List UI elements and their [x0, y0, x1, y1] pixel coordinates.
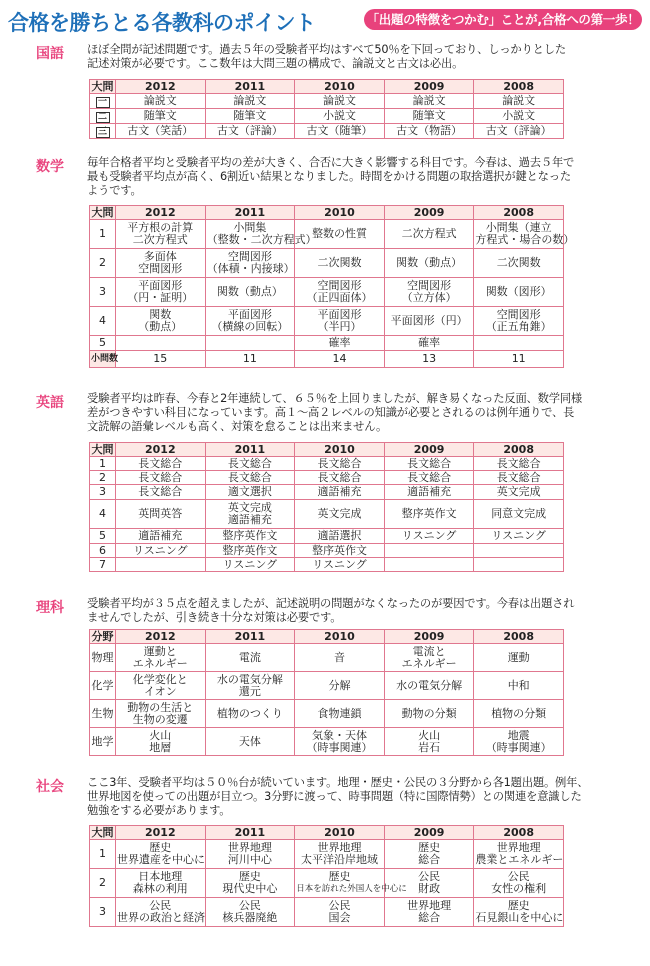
- table-cell: 小問集 （整数・二次方程式）: [205, 220, 295, 249]
- table-cell: 世界地理 河川中心: [205, 840, 295, 869]
- table-cell: 空間図形 （正四面体）: [295, 278, 385, 307]
- kokugo-label: 国語: [36, 46, 64, 62]
- table-cell: 運動と エネルギー: [116, 644, 206, 672]
- table-cell: 歴史 現代史中心: [205, 869, 295, 898]
- table-row: 生物 動物の生活と 生物の変遷 植物のつくり 食物連鎖 動物の分類 植物の分類: [90, 700, 564, 728]
- shakai-table: 大問 2012 2011 2010 2009 2008 1 歴史 世界遺産を中心に 世界地理 河川中心 世界地理 太平洋沿岸地域 歴史 総合 世界地理 農業とエネルギー 2 日本地理 森林の利用 歴史 現代史中心 歴史 日本を訪れた外国人を中心に 公民 財政 公民 女性の権利 3 公民 世界の政治と経済 公民 核兵器廃絶 公民 国会 世界地理 総合 歴史 石見銀山を中心に: [89, 825, 564, 927]
- table-row: 2 多面体 空間図形 空間図形 （体積・内接球） 二次関数 関数（動点） 二次関数: [90, 249, 564, 278]
- table-cell: 関数（図形）: [474, 278, 564, 307]
- table-cell: 公民 国会: [295, 898, 385, 927]
- table-row: 5 適語補充 整序英作文 適語選択 リスニング リスニング: [90, 529, 564, 544]
- table-cell: 長文総合: [474, 457, 564, 471]
- table-cell: 中和: [474, 672, 564, 700]
- eigo-table: 大問 2012 2011 2010 2009 2008 1 長文総合 長文総合 長文総合 長文総合 長文総合 2 長文総合 長文総合 長文総合 長文総合 長文総合 3 長文総合 適文選択 適語補充 適語補充 英文完成 4 英問英答 英文完成 適語補充 英文完成 整序英作文 同意文完成 5 適語補充 整序英作文 適語選択 リスニング リスニング 6 リスニング 整序英作文 整序英作文 7 リスニング リスニング: [89, 442, 564, 572]
- table-cell: [116, 336, 206, 351]
- table-cell: 動物の分類: [384, 700, 474, 728]
- table-cell: 植物のつくり: [205, 700, 295, 728]
- table-cell: 公民 女性の権利: [474, 869, 564, 898]
- table-cell: 空間図形 （正五角錐）: [474, 307, 564, 336]
- table-cell: [474, 544, 564, 558]
- rika-table: 分野 2012 2011 2010 2009 2008 物理 運動と エネルギー 電流 音 電流と エネルギー 運動 化学 化学変化と イオン 水の電気分解 還元 分解 水の電気分解 中和 生物 動物の生活と 生物の変遷 植物のつくり 食物連鎖 動物の分類 植物の分類 地学 火山 地層 天体 気象・天体 （時事関連） 火山 岩石 地震 （時事関連）: [89, 629, 564, 756]
- table-cell: 長文総合: [384, 457, 474, 471]
- kokugo-description: ほぼ全問が記述問題です。過去５年の受験者平均はすべて50％を下回っており、しっかりとした 記述対策が必要です。ここ数年は大問三題の構成で、論説文と古文は必出。: [87, 43, 566, 70]
- table-cell: 地震 （時事関連）: [474, 728, 564, 756]
- table-cell: リスニング: [384, 529, 474, 544]
- table-cell: 英文完成 適語補充: [205, 500, 295, 529]
- table-cell: 空間図形 （体積・内接球）: [205, 249, 295, 278]
- table-cell: 植物の分類: [474, 700, 564, 728]
- table-cell: 公民 核兵器廃絶: [205, 898, 295, 927]
- table-cell: 整序英作文: [295, 544, 385, 558]
- table-cell: 適語選択: [295, 529, 385, 544]
- table-cell: [116, 558, 206, 572]
- table-cell: 水の電気分解 還元: [205, 672, 295, 700]
- table-cell: 長文総合: [205, 457, 295, 471]
- table-cell: 天体: [205, 728, 295, 756]
- table-cell: 平方根の計算 二次方程式: [116, 220, 206, 249]
- table-cell: [384, 558, 474, 572]
- table-row: 三 古文（笑話） 古文（評論） 古文（随筆） 古文（物語） 古文（評論）: [90, 124, 564, 139]
- table-head: 大問: [91, 79, 114, 93]
- table-cell: 気象・天体 （時事関連）: [295, 728, 385, 756]
- table-cell: 二次関数: [474, 249, 564, 278]
- table-cell: 英文完成: [474, 485, 564, 500]
- table-cell: [474, 336, 564, 351]
- eigo-label: 英語: [36, 395, 64, 411]
- table-cell: 長文総合: [384, 471, 474, 485]
- table-cell: 電流と エネルギー: [384, 644, 474, 672]
- table-cell: 整序英作文: [205, 529, 295, 544]
- table-cell: 二次関数: [295, 249, 385, 278]
- table-cell: 小問集（連立 方程式・場合の数）: [474, 220, 564, 249]
- table-row: 3 平面図形 （円・証明） 関数（動点） 空間図形 （正四面体） 空間図形 （立方体） 関数（図形）: [90, 278, 564, 307]
- table-cell: 分解: [295, 672, 385, 700]
- table-cell: 動物の生活と 生物の変遷: [116, 700, 206, 728]
- table-cell: 長文総合: [474, 471, 564, 485]
- table-cell: 食物連鎖: [295, 700, 385, 728]
- table-cell: 二次方程式: [384, 220, 474, 249]
- table-cell: 整序英作文: [384, 500, 474, 529]
- rika-label: 理科: [36, 600, 64, 616]
- table-row: 3 公民 世界の政治と経済 公民 核兵器廃絶 公民 国会 世界地理 総合 歴史 石見銀山を中心に: [90, 898, 564, 927]
- table-cell: 長文総合: [116, 471, 206, 485]
- table-cell: 同意文完成: [474, 500, 564, 529]
- table-row: 1 平方根の計算 二次方程式 小問集 （整数・二次方程式） 整数の性質 二次方程式 小問集（連立 方程式・場合の数）: [90, 220, 564, 249]
- table-cell: 確率: [295, 336, 385, 351]
- table-row: 1 長文総合 長文総合 長文総合 長文総合 長文総合: [90, 457, 564, 471]
- table-cell: 平面図形（円）: [384, 307, 474, 336]
- table-cell: 空間図形 （立方体）: [384, 278, 474, 307]
- table-cell: 長文総合: [116, 485, 206, 500]
- table-row: 地学 火山 地層 天体 気象・天体 （時事関連） 火山 岩石 地震 （時事関連）: [90, 728, 564, 756]
- table-row: 物理 運動と エネルギー 電流 音 電流と エネルギー 運動: [90, 644, 564, 672]
- table-cell: 水の電気分解: [384, 672, 474, 700]
- count-row: 小問数 15 11 14 13 11: [90, 351, 564, 368]
- table-cell: 確率: [384, 336, 474, 351]
- table-cell: 歴史 総合: [384, 840, 474, 869]
- table-cell: リスニング: [205, 558, 295, 572]
- table-row: 3 長文総合 適文選択 適語補充 適語補充 英文完成: [90, 485, 564, 500]
- table-cell: 公民 財政: [384, 869, 474, 898]
- table-cell: 多面体 空間図形: [116, 249, 206, 278]
- rika-description: 受験者平均が３５点を超えましたが、記述説明の問題がなくなったのが要因です。今春は出題され ませんでしたが、引き続き十分な対策は必要です。: [87, 597, 575, 624]
- table-cell: [205, 336, 295, 351]
- table-cell: 適語補充: [116, 529, 206, 544]
- table-cell: 英問英答: [116, 500, 206, 529]
- table-row: 2 日本地理 森林の利用 歴史 現代史中心 歴史 日本を訪れた外国人を中心に 公民 財政 公民 女性の権利: [90, 869, 564, 898]
- table-cell: 歴史 日本を訪れた外国人を中心に: [295, 869, 385, 898]
- table-cell: [384, 544, 474, 558]
- kokugo-table: 大問 2012 2011 2010 2009 2008 一 論説文 論説文 論説文 論説文 論説文 二 随筆文 随筆文 小説文 随筆文 小説文 三 古文（笑話） 古文（評論） 古文（随筆） 古文（物語） 古文（評論）: [89, 79, 564, 139]
- table-cell: 適語補充: [384, 485, 474, 500]
- table-cell: 適文選択: [205, 485, 295, 500]
- table-cell: 歴史 石見銀山を中心に: [474, 898, 564, 927]
- table-cell: 世界地理 農業とエネルギー: [474, 840, 564, 869]
- table-cell: リスニング: [116, 544, 206, 558]
- table-cell: 日本地理 森林の利用: [116, 869, 206, 898]
- table-row: 4 英問英答 英文完成 適語補充 英文完成 整序英作文 同意文完成: [90, 500, 564, 529]
- tagline-badge: 「出題の特徴をつかむ」ことが,合格への第一歩！: [364, 9, 642, 30]
- table-cell: リスニング: [295, 558, 385, 572]
- table-row: 二 随筆文 随筆文 小説文 随筆文 小説文: [90, 109, 564, 124]
- table-cell: [474, 558, 564, 572]
- table-cell: 平面図形 （半円）: [295, 307, 385, 336]
- table-cell: 長文総合: [116, 457, 206, 471]
- table-cell: 英文完成: [295, 500, 385, 529]
- eigo-description: 受験者平均は昨春、今春と2年連続して、６５％を上回りましたが、解き易くなった反面、数学同様 差がつきやすい科目になっています。高１～高２レベルの知識が必要とされるのは例年通りで、長 文読解の語彙レベルも高く、対策を怠ることは出来ません。: [87, 392, 583, 433]
- table-cell: 整序英作文: [205, 544, 295, 558]
- sugaku-table: 大問 2012 2011 2010 2009 2008 1 平方根の計算 二次方程式 小問集 （整数・二次方程式） 整数の性質 二次方程式 小問集（連立 方程式・場合の数） 2 多面体 空間図形 空間図形 （体積・内接球） 二次関数 関数（動点） 二次関数 3 平面図形 （円・証明） 関数（動点） 空間図形 （正四面体） 空間図形 （立方体） 関数（図形） 4 関数 （動点） 平面図形 （横線の回転） 平面図形 （半円） 平面図形（円） 空間図形 （正五角錐） 5 確率 確率 小問数 15 11 14 13 11: [89, 205, 564, 368]
- table-cell: 電流: [205, 644, 295, 672]
- sugaku-description: 毎年合格者平均と受験者平均の差が大きく、合否に大きく影響する科目です。今春は、過去５年で 最も受験者平均点が高く、6割近い結果となりました。時間をかける問題の取捨選択が鍵となった ようです。: [87, 156, 575, 197]
- table-cell: 化学変化と イオン: [116, 672, 206, 700]
- table-cell: 整数の性質: [295, 220, 385, 249]
- table-cell: 火山 岩石: [384, 728, 474, 756]
- table-cell: 運動: [474, 644, 564, 672]
- table-row: 1 歴史 世界遺産を中心に 世界地理 河川中心 世界地理 太平洋沿岸地域 歴史 総合 世界地理 農業とエネルギー: [90, 840, 564, 869]
- table-cell: 公民 世界の政治と経済: [116, 898, 206, 927]
- table-cell: 長文総合: [205, 471, 295, 485]
- table-row: 化学 化学変化と イオン 水の電気分解 還元 分解 水の電気分解 中和: [90, 672, 564, 700]
- table-cell: リスニング: [474, 529, 564, 544]
- table-cell: 長文総合: [295, 471, 385, 485]
- table-row: 4 関数 （動点） 平面図形 （横線の回転） 平面図形 （半円） 平面図形（円） 空間図形 （正五角錐）: [90, 307, 564, 336]
- shakai-label: 社会: [36, 779, 64, 795]
- table-row: 一 論説文 論説文 論説文 論説文 論説文: [90, 94, 564, 109]
- table-cell: 歴史 世界遺産を中心に: [116, 840, 206, 869]
- table-cell: 平面図形 （横線の回転）: [205, 307, 295, 336]
- table-row: 2 長文総合 長文総合 長文総合 長文総合 長文総合: [90, 471, 564, 485]
- table-cell: 長文総合: [295, 457, 385, 471]
- table-cell: 音: [295, 644, 385, 672]
- table-row: 7 リスニング リスニング: [90, 558, 564, 572]
- table-cell: 関数（動点）: [384, 249, 474, 278]
- page-title: 合格を勝ちとる各教科のポイント: [8, 11, 316, 35]
- table-cell: 適語補充: [295, 485, 385, 500]
- table-cell: 火山 地層: [116, 728, 206, 756]
- table-cell: 関数（動点）: [205, 278, 295, 307]
- table-cell: 世界地理 総合: [384, 898, 474, 927]
- table-row: 5 確率 確率: [90, 336, 564, 351]
- sugaku-label: 数学: [36, 159, 64, 175]
- table-cell: 平面図形 （円・証明）: [116, 278, 206, 307]
- table-row: 6 リスニング 整序英作文 整序英作文: [90, 544, 564, 558]
- table-cell: 関数 （動点）: [116, 307, 206, 336]
- shakai-description: ここ3年、受験者平均は５０％台が続いています。地理・歴史・公民の３分野から各1題出題。例年、 世界地図を使っての出題が目立つ。3分野に渡って、時事問題（特に国際情勢）との関連を意識した 勉強をする必要があります。: [87, 776, 589, 817]
- table-cell: 世界地理 太平洋沿岸地域: [295, 840, 385, 869]
